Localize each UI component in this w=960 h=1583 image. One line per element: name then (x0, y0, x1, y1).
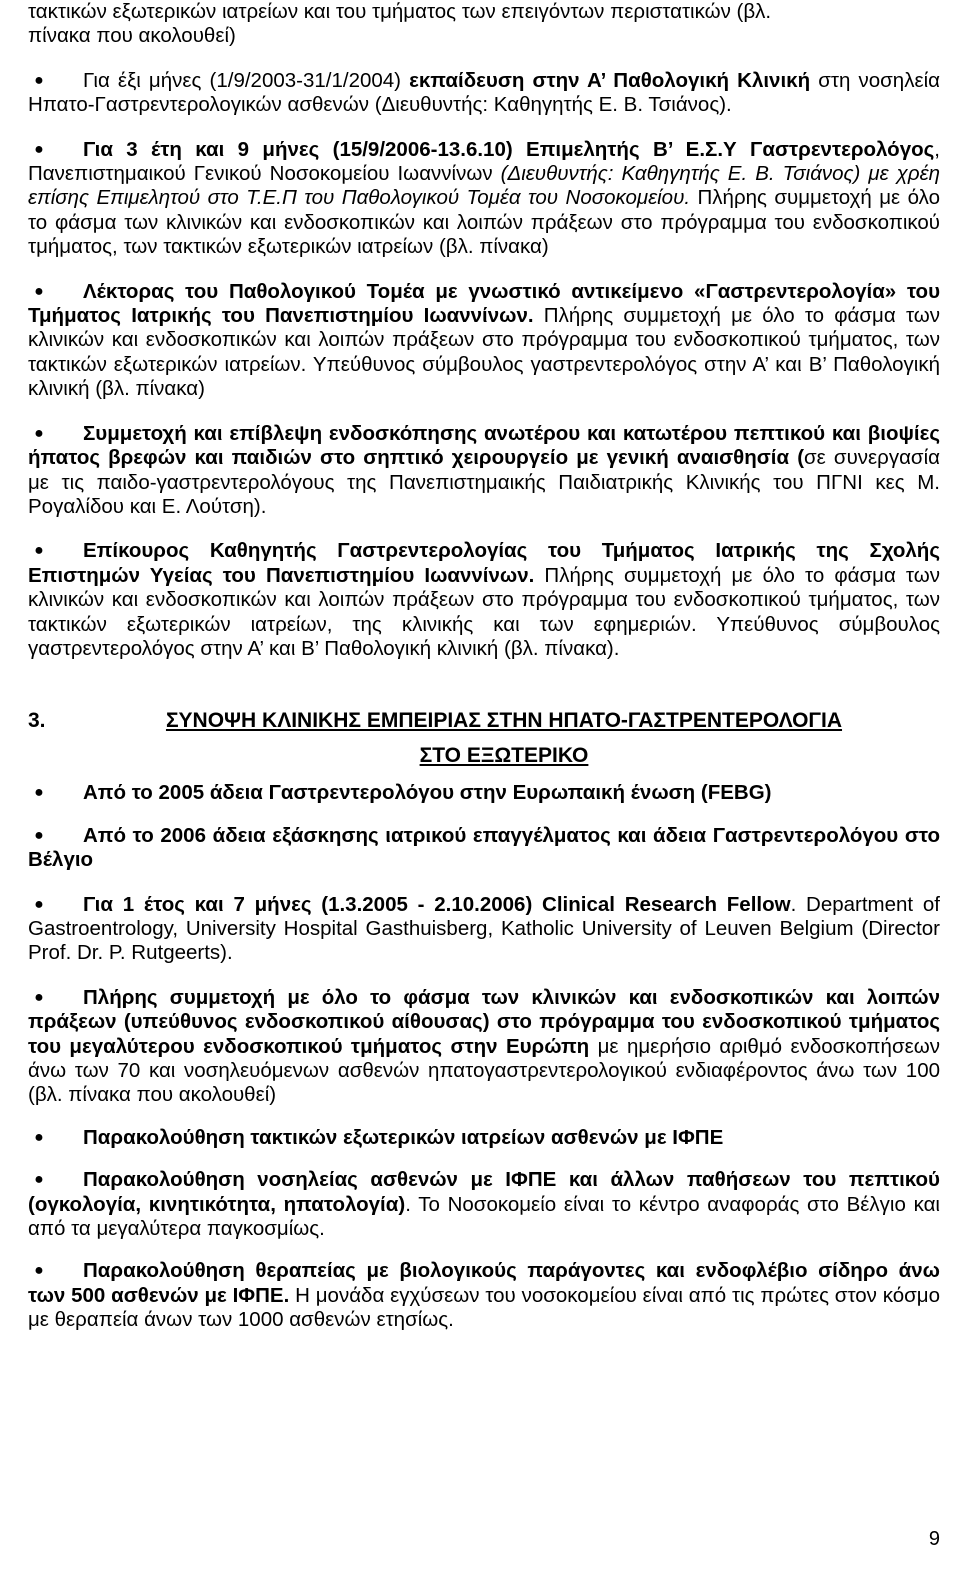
list-item-text (28, 539, 940, 661)
bullet-icon: ● (34, 424, 44, 442)
item-text-plain: σε συνεργασία με τις παιδο-γαστρεντερολόγους της Πανεπιστημαικής Παιδιατρικής Κλινικής του ΠΓΝΙ κες Μ. Ρογαλίδου και Ε. Λούτση). (28, 446, 940, 518)
item-text-bold: Για 3 έτη και 9 μήνες (15/9/2006-13.6.10) Επιμελητής Β’ Ε.Σ.Υ Γαστρεντερολόγος (83, 137, 935, 161)
item-text-bold: Συμμετοχή και επίβλεψη ενδοσκόπησης ανωτέρου και κατωτέρου πεπτικού και βιοψίες ήπατος βρεφών και παιδιών στο σηπτικό χειρουργείο με γενική αναισθησία ( (28, 421, 940, 470)
bullet-icon: ● (34, 542, 44, 560)
list-item-text (28, 138, 940, 260)
list-item (28, 1168, 940, 1241)
list-item (28, 893, 940, 966)
item-text-bold: Επίκουρος Καθηγητής Γαστρεντερολογίας του Τμήματος Ιατρικής της Σχολής Επιστημών Υγείας του Πανεπιστημίου Ιωαννίνων. (28, 539, 940, 587)
bullet-icon: ● (34, 988, 44, 1006)
bullet-icon: ● (34, 140, 44, 158)
item-text-bold: Λέκτορας του Παθολογικού Τομέα με γνωστικό αντικείμενο «Γαστρεντερολογία» του Τμήματος Ιατρικής του Πανεπιστημίου Ιωαννίνων. (28, 279, 940, 328)
bullet-icon: ● (34, 1262, 44, 1280)
item-text-bold: Από το 2006 άδεια εξάσκησης ιατρικού επαγγέλματος και άδεια Γαστρεντερολόγου στο Βέλγιο (28, 823, 940, 872)
item-text-plain: . Department of Gastroentrology, University Hospital Gasthuisberg, Katholic University of Leuven Belgium (Director Prof. Dr. P. Rutgeerts). (28, 892, 940, 965)
item-text-bold: Πλήρης συμμετοχή με όλο το φάσμα των κλινικών και ενδοσκοπικών και λοιπών πράξεων (υπεύθυνος ενδοσκοπικού αίθουσας) στο πρόγραμμα του ενδοσκοπικού τμήματος του μεγαλύτερου ενδοσκοπικού τμήματος στην Ευρώπη (28, 985, 940, 1058)
document-page (28, 0, 940, 1333)
item-text-bold: Παρακολούθηση νοσηλείας ασθενών με ΙΦΠΕ και άλλων παθήσεων του πεπτικού (ογκολογία, κινητικότητα, ηπατολογία) (28, 1168, 940, 1216)
bullet-icon: ● (34, 1171, 44, 1189)
section-heading (28, 703, 940, 773)
item-text-plain: Πλήρης συμμετοχή με όλο το φάσμα των κλινικών και ενδοσκοπικών και λοιπών πράξεων στο πρόγραμμα του ενδοσκοπικού τμήματος, των τακτικών εξωτερικών ιατρείων (βλ. πίνακα) (28, 186, 940, 259)
list-item (28, 280, 940, 402)
bullet-icon: ● (34, 895, 44, 913)
list-item (28, 539, 940, 661)
section-number: 3. (28, 709, 46, 733)
item-text-plain: Η μονάδα εγχύσεων του νοσοκομείου είναι από τις πρώτες στον κόσμο με θεραπεία άνων των 1000 ασθενών ετησίως. (28, 1283, 940, 1332)
list-item (28, 69, 940, 118)
item-text-plain: Πλήρης συμμετοχή με όλο το φάσμα των κλινικών και ενδοσκοπικών και λοιπών πράξεων στο πρόγραμμα του ενδοσκοπικού τμήματος, των τακτικών εξωτερικών ιατρείων, της κλινικής και των εφημεριών. Υπεύθυνος σύμβουλος γαστρεντερολόγος στην Α’ και Β’ Παθολογική κλινική (βλ. πίνακα). (28, 563, 940, 660)
item-text-plain: στη νοσηλεία Ηπατο-Γαστρεντερολογικών ασθενών (Διευθυντής: Καθηγητής Ε. Β. Τσιάνος). (28, 68, 941, 117)
list-item-text (28, 1126, 940, 1150)
list-item (28, 422, 940, 520)
item-text-bold: εκπαίδευση στην Α’ Παθολογική Κλινική (409, 68, 811, 92)
list-item-text (28, 781, 940, 805)
bullet-icon: ● (34, 71, 44, 89)
list-item-text (28, 1259, 940, 1332)
item-text-bold: Από το 2005 άδεια Γαστρεντερολόγου στην Ευρωπαική ένωση (FEBG) (83, 781, 772, 805)
item-text-bold: Παρακολούθηση θεραπείας με βιολογικούς παράγοντες και ενδοφλέβιο σίδηρο άνω των 500 ασθενών με ΙΦΠΕ. (28, 1259, 940, 1307)
bullet-icon: ● (34, 282, 44, 300)
list-item (28, 138, 940, 260)
bullet-icon: ● (34, 1128, 44, 1146)
item-text-plain: Πλήρης συμμετοχή με όλο το φάσμα των κλινικών και ενδοσκοπικών και λοιπών πράξεων στο πρόγραμμα του ενδοσκοπικού τμήματος, των τακτικών εξωτερικών ιατρείων. Υπεύθυνος σύμβουλος γαστρεντερολόγος στην Α’ και Β’ Παθολογική κλινική (βλ. πίνακα) (28, 304, 941, 401)
bullet-icon: ● (34, 784, 44, 802)
item-text-italic: (Διευθυντής: Καθηγητής Ε. Β. Τσιάνος) με χρέη επίσης Επιμελητού στο Τ.Ε.Π του Παθολογικού Τομέα του Νοσοκομείου. (28, 162, 940, 210)
list-item (28, 1126, 940, 1150)
item-text-bold: Παρακολούθηση τακτικών εξωτερικών ιατρείων ασθενών με ΙΦΠΕ (83, 1125, 724, 1149)
list-item-text (28, 280, 940, 402)
item-text-plain: . Το Νοσοκομείο είναι το κέντρο αναφοράς στο Βέλγιο και από τα μεγαλύτερα παγκοσμίως. (28, 1192, 940, 1241)
continued-text-line-2: πίνακα που ακολουθεί) (28, 24, 236, 48)
list-item-text (28, 69, 940, 118)
list-item-text (28, 422, 940, 520)
list-item-text (28, 1168, 940, 1241)
list-item (28, 781, 940, 805)
list-item (28, 986, 940, 1108)
list-item (28, 824, 940, 873)
list-item (28, 1259, 940, 1332)
item-text-plain: με ημερήσιο αριθμό ενδοσκοπήσεων άνω των 70 και νοσηλευόμενων ασθενών ηπατογαστρεντερολογικού ενδιαφέροντος άνω των 100 (βλ. πίνακα που ακολουθεί) (28, 1034, 940, 1107)
continued-text-line-1: τακτικών εξωτερικών ιατρείων και του τμήματος των επειγόντων περιστατικών (βλ. (28, 0, 772, 23)
list-item-text (28, 824, 940, 873)
item-text-bold: Για 1 έτος και 7 μήνες (1.3.2005 - 2.10.2006) Clinical Research Fellow (83, 892, 791, 916)
item-text-plain: , Πανεπιστημαικού Γενικού Νοσοκομείου Ιωαννίνων (28, 137, 940, 186)
page-number: 9 (928, 1528, 940, 1550)
bullet-icon: ● (34, 826, 44, 844)
section-title-line-2: ΣΤΟ ΕΞΩΤΕΡΙΚΟ (419, 744, 589, 768)
list-item-text (28, 986, 940, 1108)
list-item-text (28, 893, 940, 966)
item-text-plain: Για έξι μήνες (1/9/2003-31/1/2004) (83, 68, 410, 92)
section-title-line-1: ΣΥΝΟΨΗ ΚΛΙΝΙΚΗΣ ΕΜΠΕΙΡΙΑΣ ΣΤΗΝ ΗΠΑΤΟ-ΓΑΣΤΡΕΝΤΕΡΟΛΟΓΙΑ (165, 709, 843, 733)
